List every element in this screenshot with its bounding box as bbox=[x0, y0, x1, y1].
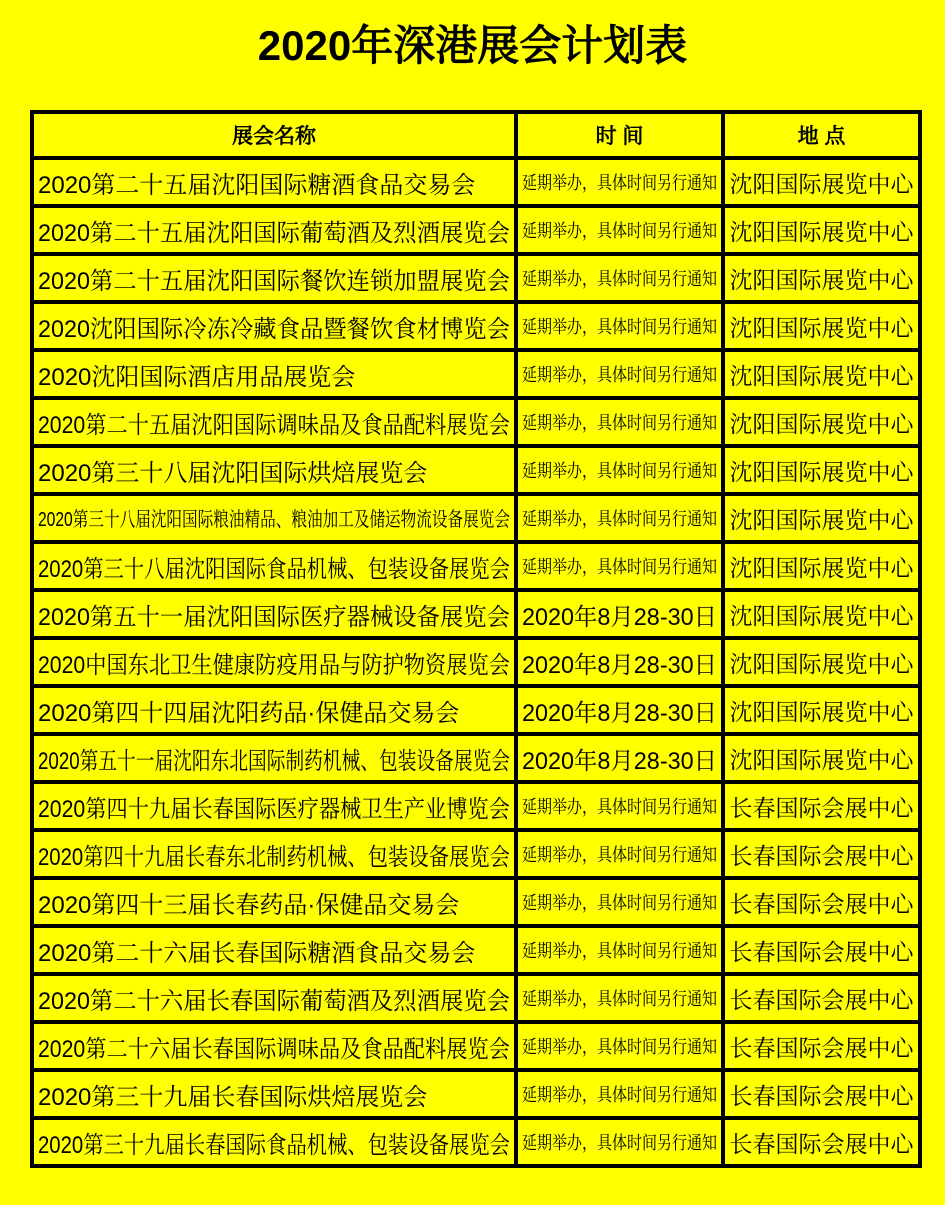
exhibition-name-cell bbox=[32, 158, 516, 206]
time-cell bbox=[516, 1118, 723, 1166]
table-row bbox=[32, 974, 920, 1022]
location-cell bbox=[723, 206, 920, 254]
location-value: 长春国际会展中心 bbox=[729, 842, 914, 869]
location-cell bbox=[723, 542, 920, 590]
exhibition-name: 2020第五十一届沈阳东北国际制药机械、包装设备展览会 bbox=[38, 747, 511, 775]
time-cell bbox=[516, 686, 723, 734]
time-cell bbox=[516, 206, 723, 254]
exhibition-name: 2020第二十五届沈阳国际糖酒食品交易会 bbox=[38, 171, 476, 199]
exhibition-name: 2020第四十九届长春东北制药机械、包装设备展览会 bbox=[38, 843, 510, 871]
header-exhibition-name-label: 展会名称 bbox=[232, 125, 316, 148]
time-value: 延期举办，具体时间另行通知 bbox=[522, 509, 717, 529]
exhibition-name-cell bbox=[32, 734, 516, 782]
exhibition-name: 2020第二十六届长春国际葡萄酒及烈酒展览会 bbox=[38, 987, 510, 1015]
table-row bbox=[32, 158, 920, 206]
exhibition-name-cell bbox=[32, 1022, 516, 1070]
time-cell bbox=[516, 398, 723, 446]
location-cell bbox=[723, 830, 920, 878]
time-value: 延期举办，具体时间另行通知 bbox=[522, 797, 717, 817]
location-cell bbox=[723, 398, 920, 446]
table-row bbox=[32, 398, 920, 446]
time-cell bbox=[516, 830, 723, 878]
location-cell bbox=[723, 878, 920, 926]
time-value: 延期举办，具体时间另行通知 bbox=[522, 317, 717, 337]
table-row bbox=[32, 878, 920, 926]
time-cell bbox=[516, 974, 723, 1022]
exhibition-name-cell bbox=[32, 446, 516, 494]
time-value: 延期举办，具体时间另行通知 bbox=[522, 173, 717, 193]
location-value: 沈阳国际展览中心 bbox=[729, 650, 914, 677]
table-row bbox=[32, 350, 920, 398]
time-cell bbox=[516, 926, 723, 974]
exhibition-name-cell bbox=[32, 974, 516, 1022]
time-cell bbox=[516, 590, 723, 638]
exhibition-name-cell bbox=[32, 1070, 516, 1118]
exhibition-name: 2020第四十九届长春国际医疗器械卫生产业博览会 bbox=[38, 795, 510, 823]
table-row bbox=[32, 446, 920, 494]
table-row bbox=[32, 686, 920, 734]
table-row bbox=[32, 1022, 920, 1070]
location-cell bbox=[723, 446, 920, 494]
location-value: 沈阳国际展览中心 bbox=[729, 458, 914, 485]
time-value: 2020年8月28-30日 bbox=[522, 747, 718, 775]
exhibition-name: 2020第二十五届沈阳国际餐饮连锁加盟展览会 bbox=[38, 267, 510, 295]
exhibition-schedule-table bbox=[30, 110, 922, 1168]
time-value: 延期举办，具体时间另行通知 bbox=[522, 1037, 717, 1057]
exhibition-name-cell bbox=[32, 542, 516, 590]
time-cell bbox=[516, 158, 723, 206]
exhibition-name: 2020第三十八届沈阳国际食品机械、包装设备展览会 bbox=[38, 555, 510, 583]
time-value: 延期举办，具体时间另行通知 bbox=[522, 413, 717, 433]
exhibition-name-cell bbox=[32, 638, 516, 686]
header-exhibition-name bbox=[32, 112, 516, 158]
location-value: 长春国际会展中心 bbox=[729, 794, 914, 821]
exhibition-name-cell bbox=[32, 686, 516, 734]
exhibition-name-cell bbox=[32, 350, 516, 398]
location-value: 沈阳国际展览中心 bbox=[729, 218, 914, 245]
location-cell bbox=[723, 974, 920, 1022]
exhibition-name-cell bbox=[32, 494, 516, 542]
time-cell bbox=[516, 302, 723, 350]
table-row bbox=[32, 926, 920, 974]
exhibition-name: 2020第四十四届沈阳药品·保健品交易会 bbox=[38, 699, 460, 727]
exhibition-table-body bbox=[32, 158, 920, 1166]
location-cell bbox=[723, 734, 920, 782]
time-cell bbox=[516, 350, 723, 398]
location-cell bbox=[723, 782, 920, 830]
exhibition-name: 2020中国东北卫生健康防疫用品与防护物资展览会 bbox=[38, 651, 510, 679]
header-time bbox=[516, 112, 723, 158]
location-cell bbox=[723, 350, 920, 398]
table-row bbox=[32, 542, 920, 590]
location-value: 沈阳国际展览中心 bbox=[729, 746, 914, 773]
header-location bbox=[723, 112, 920, 158]
time-value: 延期举办，具体时间另行通知 bbox=[522, 1133, 717, 1153]
table-row bbox=[32, 1070, 920, 1118]
location-cell bbox=[723, 638, 920, 686]
table-row bbox=[32, 254, 920, 302]
location-value: 长春国际会展中心 bbox=[729, 986, 914, 1013]
location-value: 长春国际会展中心 bbox=[729, 938, 914, 965]
page-title: 2020年深港展会计划表 bbox=[257, 22, 688, 69]
location-cell bbox=[723, 1022, 920, 1070]
table-row bbox=[32, 1118, 920, 1166]
time-value: 延期举办，具体时间另行通知 bbox=[522, 365, 717, 385]
exhibition-name-cell bbox=[32, 590, 516, 638]
time-cell bbox=[516, 254, 723, 302]
location-value: 长春国际会展中心 bbox=[729, 1130, 914, 1157]
location-value: 沈阳国际展览中心 bbox=[729, 362, 914, 389]
time-cell bbox=[516, 638, 723, 686]
exhibition-name-cell bbox=[32, 1118, 516, 1166]
location-cell bbox=[723, 158, 920, 206]
time-value: 延期举办，具体时间另行通知 bbox=[522, 557, 717, 577]
location-value: 沈阳国际展览中心 bbox=[729, 506, 914, 533]
time-cell bbox=[516, 542, 723, 590]
time-cell bbox=[516, 1070, 723, 1118]
exhibition-name: 2020沈阳国际冷冻冷藏食品暨餐饮食材博览会 bbox=[38, 315, 510, 343]
exhibition-name-cell bbox=[32, 782, 516, 830]
time-value: 延期举办，具体时间另行通知 bbox=[522, 461, 717, 481]
exhibition-name: 2020第三十八届沈阳国际烘焙展览会 bbox=[38, 459, 428, 487]
exhibition-name: 2020第五十一届沈阳国际医疗器械设备展览会 bbox=[38, 603, 510, 631]
time-value: 2020年8月28-30日 bbox=[522, 651, 718, 679]
table-row bbox=[32, 590, 920, 638]
table-header bbox=[32, 112, 920, 158]
header-time-label: 时 间 bbox=[595, 125, 644, 148]
location-value: 沈阳国际展览中心 bbox=[729, 698, 914, 725]
table-row bbox=[32, 302, 920, 350]
time-value: 2020年8月28-30日 bbox=[522, 699, 718, 727]
table-row bbox=[32, 734, 920, 782]
exhibition-name-cell bbox=[32, 302, 516, 350]
location-value: 沈阳国际展览中心 bbox=[729, 410, 914, 437]
location-value: 沈阳国际展览中心 bbox=[729, 602, 914, 629]
time-value: 延期举办，具体时间另行通知 bbox=[522, 845, 717, 865]
header-location-label: 地 点 bbox=[797, 125, 846, 148]
location-cell bbox=[723, 686, 920, 734]
exhibition-name: 2020第三十八届沈阳国际粮油精品、粮油加工及储运物流设备展览会 bbox=[38, 509, 510, 531]
time-cell bbox=[516, 734, 723, 782]
exhibition-name-cell bbox=[32, 206, 516, 254]
exhibition-name-cell bbox=[32, 254, 516, 302]
header-row bbox=[32, 112, 920, 158]
location-value: 长春国际会展中心 bbox=[729, 890, 914, 917]
exhibition-name: 2020第二十六届长春国际糖酒食品交易会 bbox=[38, 939, 476, 967]
exhibition-name-cell bbox=[32, 878, 516, 926]
location-value: 长春国际会展中心 bbox=[729, 1082, 914, 1109]
time-cell bbox=[516, 1022, 723, 1070]
exhibition-name: 2020第三十九届长春国际烘焙展览会 bbox=[38, 1083, 428, 1111]
exhibition-name: 2020第二十五届沈阳国际葡萄酒及烈酒展览会 bbox=[38, 219, 510, 247]
time-cell bbox=[516, 446, 723, 494]
location-cell bbox=[723, 254, 920, 302]
exhibition-name: 2020第二十六届长春国际调味品及食品配料展览会 bbox=[38, 1035, 510, 1063]
time-value: 延期举办，具体时间另行通知 bbox=[522, 221, 717, 241]
location-value: 长春国际会展中心 bbox=[729, 1034, 914, 1061]
table-row bbox=[32, 830, 920, 878]
location-cell bbox=[723, 1070, 920, 1118]
time-value: 延期举办，具体时间另行通知 bbox=[522, 941, 717, 961]
location-value: 沈阳国际展览中心 bbox=[729, 314, 914, 341]
exhibition-name-cell bbox=[32, 926, 516, 974]
time-value: 延期举办，具体时间另行通知 bbox=[522, 989, 717, 1009]
location-value: 沈阳国际展览中心 bbox=[729, 266, 914, 293]
time-value: 延期举办，具体时间另行通知 bbox=[522, 269, 717, 289]
table-row bbox=[32, 494, 920, 542]
exhibition-name: 2020沈阳国际酒店用品展览会 bbox=[38, 363, 356, 391]
time-cell bbox=[516, 878, 723, 926]
time-value: 延期举办，具体时间另行通知 bbox=[522, 1085, 717, 1105]
location-cell bbox=[723, 590, 920, 638]
location-cell bbox=[723, 926, 920, 974]
exhibition-name: 2020第四十三届长春药品·保健品交易会 bbox=[38, 891, 460, 919]
location-value: 沈阳国际展览中心 bbox=[729, 554, 914, 581]
exhibition-name: 2020第三十九届长春国际食品机械、包装设备展览会 bbox=[38, 1131, 510, 1159]
location-cell bbox=[723, 1118, 920, 1166]
location-value: 沈阳国际展览中心 bbox=[729, 170, 914, 197]
table-row bbox=[32, 638, 920, 686]
time-cell bbox=[516, 782, 723, 830]
table-row bbox=[32, 782, 920, 830]
table-row bbox=[32, 206, 920, 254]
time-cell bbox=[516, 494, 723, 542]
location-cell bbox=[723, 494, 920, 542]
location-cell bbox=[723, 302, 920, 350]
exhibition-name: 2020第二十五届沈阳国际调味品及食品配料展览会 bbox=[38, 411, 510, 439]
exhibition-name-cell bbox=[32, 398, 516, 446]
time-value: 2020年8月28-30日 bbox=[522, 603, 718, 631]
exhibition-name-cell bbox=[32, 830, 516, 878]
time-value: 延期举办，具体时间另行通知 bbox=[522, 893, 717, 913]
